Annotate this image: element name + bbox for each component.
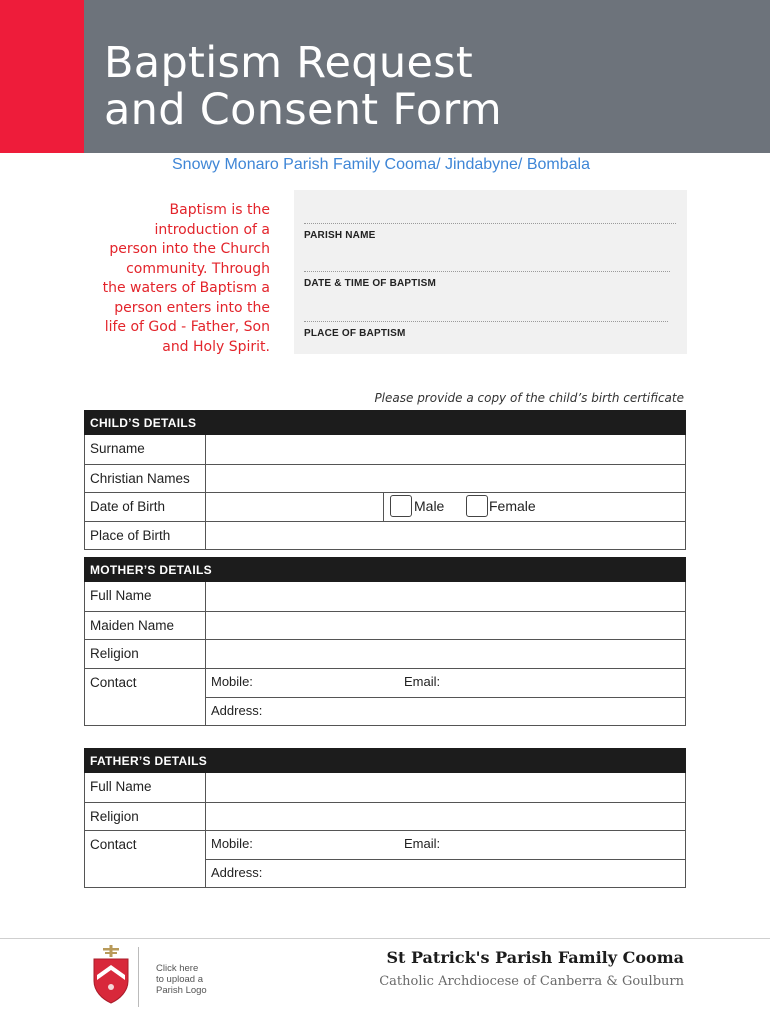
female-checkbox[interactable]: [466, 495, 488, 517]
baptism-date-time-line: [304, 271, 670, 272]
female-label: Female: [489, 498, 536, 514]
mother-contact-label: Contact: [85, 669, 206, 725]
baptism-place-field[interactable]: [304, 321, 668, 339]
mother-maiden-name-label: Maiden Name: [85, 612, 206, 640]
header-accent-strip: [0, 0, 84, 153]
child-christian-names-input[interactable]: [206, 465, 685, 493]
child-christian-names-row: [85, 464, 685, 493]
baptism-date-time-label: DATE & TIME OF BAPTISM: [304, 278, 436, 289]
child-surname-label: Surname: [85, 435, 206, 464]
child-place-of-birth-row: [85, 521, 685, 550]
birth-certificate-note: Please provide a copy of the child’s birth certificate: [374, 391, 684, 405]
mother-mobile-label: Mobile:: [211, 673, 253, 689]
father-email-label: Email:: [404, 836, 441, 851]
mother-religion-row: [85, 639, 685, 668]
parish-subtitle: Snowy Monaro Parish Family Cooma/ Jindabyne/ Bombala: [172, 156, 590, 173]
father-religion-row: [85, 802, 685, 831]
father-contact-row: [85, 830, 685, 887]
child-details-section: [84, 410, 686, 550]
baptism-date-time-field[interactable]: [304, 271, 670, 289]
child-details-heading: CHILD’S DETAILS: [84, 410, 686, 435]
father-religion-input[interactable]: [206, 803, 685, 831]
intro-line: life of God - Father, Son: [104, 319, 270, 335]
father-details-table: [84, 773, 686, 888]
child-place-of-birth-input[interactable]: [206, 522, 685, 550]
mother-mobile-email-line[interactable]: [206, 669, 685, 697]
parish-name-field[interactable]: [304, 223, 676, 241]
mother-full-name-input[interactable]: [206, 582, 685, 611]
footer-divider: [0, 938, 770, 939]
baptism-place-line: [304, 321, 668, 322]
intro-line: person enters into the: [114, 299, 270, 316]
intro-line: and Holy Spirit.: [162, 338, 270, 355]
gender-selector: [383, 493, 684, 521]
footer-parish-name: St Patrick's Parish Family Cooma: [386, 948, 684, 967]
child-christian-names-label: Christian Names: [85, 465, 206, 493]
father-religion-label: Religion: [85, 803, 206, 831]
mother-address-label: Address:: [211, 702, 263, 718]
father-full-name-row: [85, 773, 685, 802]
father-full-name-label: Full Name: [85, 773, 206, 802]
father-mobile-label: Mobile:: [211, 836, 253, 851]
parish-name-label: PARISH NAME: [304, 230, 376, 241]
child-details-table: [84, 435, 686, 550]
intro-line: person into the Church: [109, 241, 270, 257]
mother-maiden-name-row: [85, 611, 685, 640]
child-place-of-birth-label: Place of Birth: [85, 522, 206, 550]
title-line-1: Baptism Request: [104, 38, 474, 88]
title-line-2: and Consent Form: [104, 85, 502, 135]
intro-text: [80, 201, 270, 357]
upload-line: Click here: [156, 963, 199, 974]
mother-details-heading: MOTHER’S DETAILS: [84, 557, 686, 582]
mother-full-name-label: Full Name: [85, 582, 206, 611]
upload-line: Parish Logo: [156, 985, 207, 996]
mother-email-label: Email:: [404, 673, 441, 689]
male-checkbox[interactable]: [390, 495, 412, 517]
intro-line: introduction of a: [154, 221, 270, 238]
father-address-label: Address:: [211, 865, 263, 880]
mother-maiden-name-input[interactable]: [206, 612, 685, 640]
father-mobile-email-line[interactable]: [206, 831, 685, 859]
intro-line: Baptism is the: [169, 202, 270, 218]
child-surname-input[interactable]: [206, 435, 685, 464]
upload-parish-logo-link[interactable]: [156, 963, 207, 996]
father-address-line[interactable]: [206, 859, 685, 887]
father-details-section: [84, 748, 686, 888]
mother-contact-fields: [206, 669, 685, 725]
intro-line: the waters of Baptism a: [102, 280, 270, 296]
father-details-heading: FATHER’S DETAILS: [84, 748, 686, 773]
father-full-name-input[interactable]: [206, 773, 685, 802]
mother-religion-label: Religion: [85, 640, 206, 668]
mother-religion-input[interactable]: [206, 640, 685, 668]
mother-details-table: [84, 582, 686, 726]
child-dob-row: [85, 492, 685, 521]
child-dob-input[interactable]: [206, 493, 685, 521]
baptism-place-label: PLACE OF BAPTISM: [304, 328, 406, 339]
male-label: Male: [414, 498, 445, 514]
footer-logo-divider: [138, 947, 139, 1007]
parish-info-box: [294, 190, 687, 354]
father-contact-label: Contact: [85, 831, 206, 887]
page-title: [104, 40, 502, 134]
footer-archdiocese: Catholic Archdiocese of Canberra & Goulburn: [379, 974, 684, 989]
mother-contact-row: [85, 668, 685, 725]
intro-line: community. Through: [126, 260, 270, 277]
father-contact-fields: [206, 831, 685, 887]
archdiocese-crest-icon: [91, 943, 131, 1007]
child-surname-row: [85, 435, 685, 464]
mother-address-line[interactable]: [206, 697, 685, 725]
mother-full-name-row: [85, 582, 685, 611]
mother-details-section: [84, 557, 686, 726]
child-dob-label: Date of Birth: [85, 493, 206, 521]
parish-name-line: [304, 223, 676, 224]
upload-line: to upload a: [156, 974, 204, 985]
